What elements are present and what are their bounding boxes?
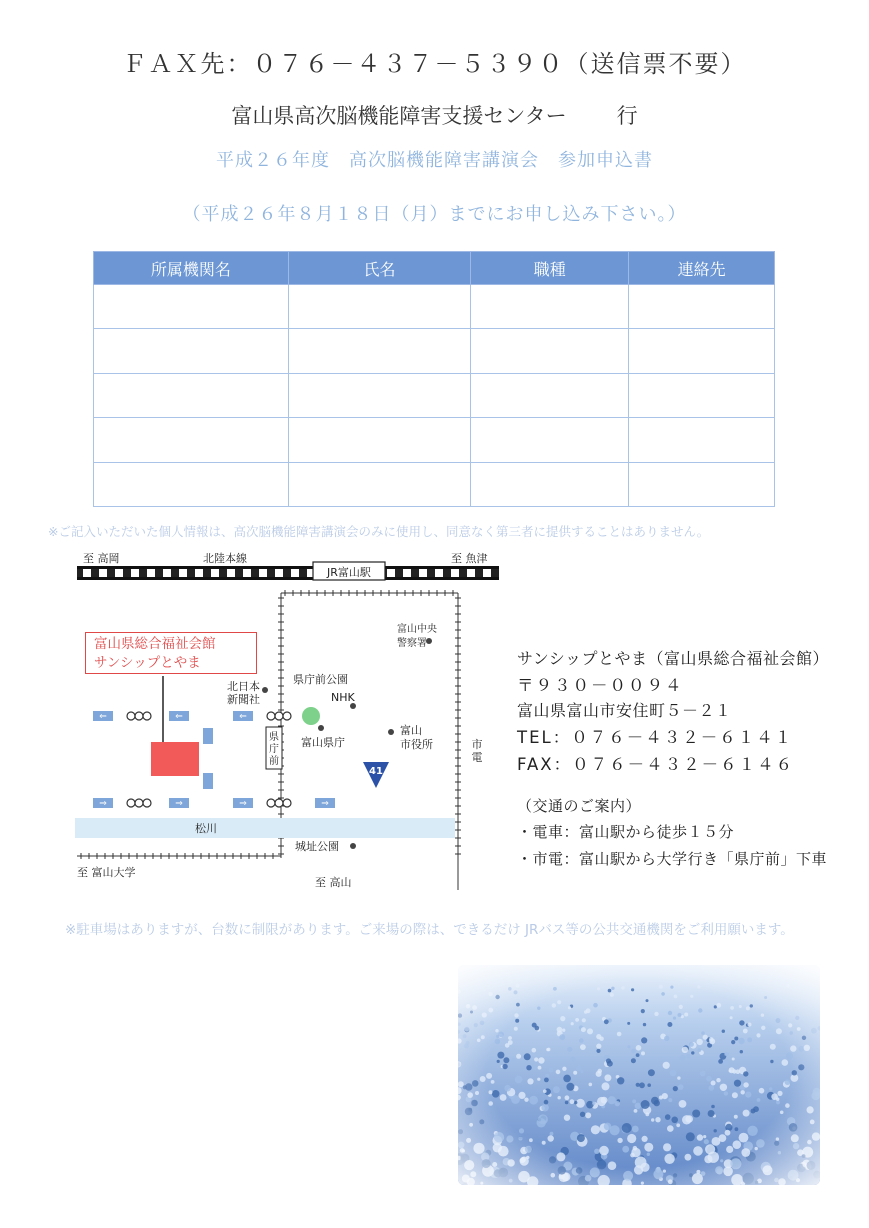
contact-cell[interactable] — [629, 418, 775, 462]
svg-text:⇐: ⇐ — [99, 712, 107, 722]
prefectural-office-label: 富山県庁 — [301, 736, 345, 749]
kenchomae-park-label: 県庁前公園 — [293, 673, 348, 686]
venue-label-line-1: 富山県総合福祉会館 — [94, 636, 216, 652]
fax-number-heading: ＦＡＸ先：０７６－４３７－５３９０（送信票不要） — [122, 50, 747, 78]
occupation-cell[interactable] — [471, 418, 629, 462]
road-arrows — [93, 711, 335, 808]
venue-tel: TEL：０７６－４３２－６１４１ — [517, 728, 794, 747]
venue-label-box — [85, 632, 257, 674]
table-row — [94, 373, 775, 417]
route-41-label: 41 — [369, 766, 383, 777]
affiliation-cell[interactable] — [94, 373, 289, 417]
venue-label-line-2: サンシップとやま — [94, 655, 201, 671]
column-header-occupation: 職種 — [471, 252, 629, 285]
police-label-1: 富山中央 — [397, 624, 437, 635]
name-cell[interactable] — [288, 329, 471, 373]
city-office-label-1: 富山 — [400, 724, 422, 737]
hokuriku-line-label: 北陸本線 — [203, 552, 247, 565]
svg-text:⇐: ⇐ — [175, 712, 183, 722]
shiden-char-2: 電 — [471, 751, 483, 764]
kitanihon-label-1: 北日本 — [227, 680, 260, 693]
kenchomae-stop-char-2: 庁 — [269, 744, 279, 755]
nhk-label: NHK — [331, 691, 355, 704]
table-row — [94, 329, 775, 373]
parking-note: ※駐車場はありますが、台数に制限があります。ご来場の際は、できるだけ JRバス等の公共交通機関をご利用願います。 — [65, 922, 794, 938]
kenchomae-park-marker — [302, 707, 320, 725]
affiliation-cell[interactable] — [94, 285, 289, 329]
svg-text:⇒: ⇒ — [239, 799, 247, 809]
access-heading: （交通のご案内） — [517, 797, 642, 815]
name-cell[interactable] — [288, 285, 471, 329]
recipient-suffix: 行 — [616, 104, 638, 128]
table-row — [94, 418, 775, 462]
table-row — [94, 462, 775, 506]
to-university-label: 至 富山大学 — [77, 866, 136, 879]
column-header-contact: 連絡先 — [629, 252, 775, 285]
svg-text:⇒: ⇒ — [321, 799, 329, 809]
affiliation-cell[interactable] — [94, 462, 289, 506]
city-office-label-2: 市役所 — [400, 738, 433, 751]
column-header-name: 氏名 — [288, 252, 471, 285]
access-map — [75, 548, 505, 893]
name-cell[interactable] — [288, 418, 471, 462]
venue-name: サンシップとやま（富山県総合福祉会館） — [517, 649, 829, 668]
matsukawa-river — [75, 818, 455, 838]
table-row — [94, 285, 775, 329]
police-label-2: 警察署 — [397, 638, 427, 649]
name-cell[interactable] — [288, 373, 471, 417]
to-takayama-label: 至 高山 — [315, 876, 352, 889]
postal-code: 〒９３０－００９４ — [517, 676, 684, 695]
street-address: 富山県富山市安住町５－２１ — [517, 701, 732, 720]
contact-cell[interactable] — [629, 373, 775, 417]
svg-text:⇒: ⇒ — [99, 799, 107, 809]
venue-fax: FAX：０７６－４３２－６１４６ — [517, 755, 795, 774]
castle-park-label: 城址公園 — [295, 840, 339, 853]
shiden-char-1: 市 — [471, 738, 483, 751]
table-header-row — [94, 252, 775, 285]
kenchomae-stop-char-3: 前 — [269, 756, 279, 767]
occupation-cell[interactable] — [471, 329, 629, 373]
occupation-cell[interactable] — [471, 285, 629, 329]
recipient-heading — [0, 100, 869, 130]
column-header-affiliation: 所属機関名 — [94, 252, 289, 285]
registration-table — [93, 251, 775, 507]
organization-name: 富山県高次脳機能障害支援センター — [231, 104, 567, 128]
contact-cell[interactable] — [629, 462, 775, 506]
matsukawa-label: 松川 — [195, 822, 217, 835]
event-title: 平成２６年度 高次脳機能障害講演会 参加申込書 — [216, 150, 653, 171]
affiliation-cell[interactable] — [94, 418, 289, 462]
access-tram: ・市電：富山駅から大学行き「県庁前」下車 — [517, 850, 828, 868]
privacy-note: ※ご記入いただいた個人情報は、高次脳機能障害講演会のみに使用し、同意なく第三者に提供することはありません。 — [48, 524, 710, 539]
toyama-station-label: JR富山駅 — [327, 566, 371, 579]
deadline-note: （平成２６年８月１８日（月）までにお申し込み下さい。） — [182, 204, 687, 225]
kenchomae-stop-char-1: 県 — [269, 732, 279, 743]
occupation-cell[interactable] — [471, 462, 629, 506]
contact-cell[interactable] — [629, 329, 775, 373]
access-train: ・電車：富山駅から徒歩１５分 — [517, 823, 735, 841]
to-takaoka-label: 至 高岡 — [83, 552, 120, 565]
to-uozu-label: 至 魚津 — [451, 552, 488, 565]
kitanihon-label-2: 新聞社 — [227, 693, 260, 706]
name-cell[interactable] — [288, 462, 471, 506]
affiliation-cell[interactable] — [94, 329, 289, 373]
nemophila-flower-photo — [458, 965, 820, 1185]
venue-marker — [151, 742, 199, 776]
contact-cell[interactable] — [629, 285, 775, 329]
svg-text:⇐: ⇐ — [239, 712, 247, 722]
svg-text:⇒: ⇒ — [175, 799, 183, 809]
occupation-cell[interactable] — [471, 373, 629, 417]
